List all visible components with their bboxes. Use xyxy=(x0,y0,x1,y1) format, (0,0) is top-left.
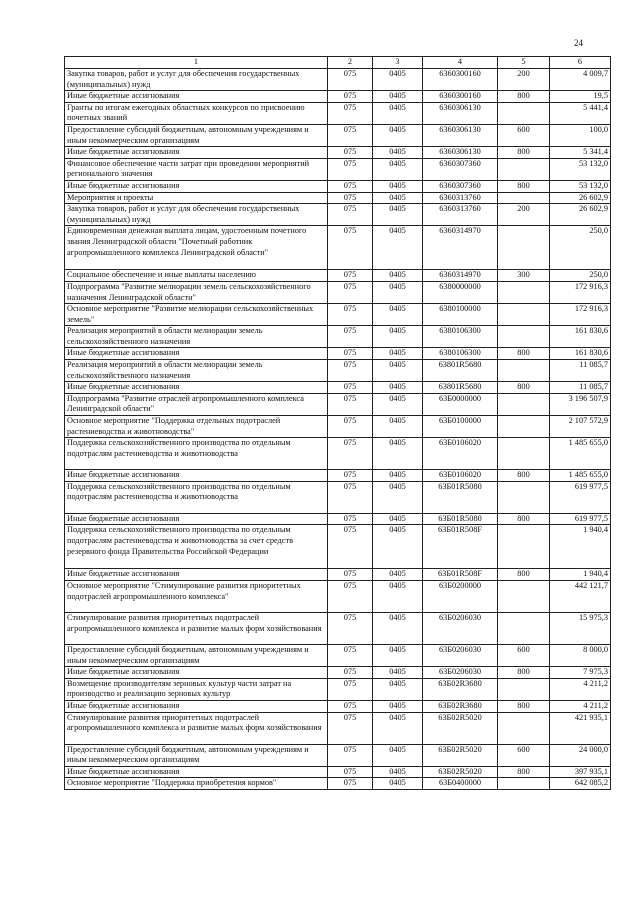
cell-vr xyxy=(498,158,550,180)
item-name: Стимулирование развития приоритетных подотраслей агропромышленного комплекса и развитие малых форм хозяйствования xyxy=(65,613,328,645)
cell-csr: 6360314970 xyxy=(423,270,498,282)
item-name: Поддержка сельскохозяйственного производства по отдельным подотраслям растениеводства и животноводства xyxy=(65,481,328,513)
cell-csr: 6360307360 xyxy=(423,158,498,180)
item-name: Основное мероприятие "Стимулирование развития приоритетных подотраслей агропромышленного комплекса" xyxy=(65,581,328,613)
cell-gr: 075 xyxy=(328,581,373,613)
table-row xyxy=(65,204,611,226)
item-name: Иные бюджетные ассигнования xyxy=(65,766,328,778)
cell-vr xyxy=(498,778,550,790)
cell-vr xyxy=(498,438,550,470)
cell-vr xyxy=(498,481,550,513)
cell-sum: 250,0 xyxy=(550,226,611,270)
cell-rz: 0405 xyxy=(373,348,423,360)
item-name: Иные бюджетные ассигнования xyxy=(65,470,328,482)
cell-rz: 0405 xyxy=(373,192,423,204)
cell-gr: 075 xyxy=(328,270,373,282)
cell-rz: 0405 xyxy=(373,281,423,303)
header-cell: 1 xyxy=(65,57,328,69)
cell-csr: 63Б01R508F xyxy=(423,569,498,581)
cell-gr: 075 xyxy=(328,124,373,146)
cell-rz: 0405 xyxy=(373,158,423,180)
cell-vr: 600 xyxy=(498,645,550,667)
cell-rz: 0405 xyxy=(373,91,423,103)
cell-sum: 619 977,5 xyxy=(550,481,611,513)
cell-rz: 0405 xyxy=(373,481,423,513)
cell-sum: 53 132,0 xyxy=(550,158,611,180)
cell-vr: 300 xyxy=(498,270,550,282)
header-cell: 3 xyxy=(373,57,423,69)
table-row xyxy=(65,69,611,91)
item-name: Предоставление субсидий бюджетным, автономным учреждениям и иным некоммерческим организациям xyxy=(65,645,328,667)
cell-csr: 63Б0206030 xyxy=(423,645,498,667)
cell-gr: 075 xyxy=(328,348,373,360)
cell-gr: 075 xyxy=(328,91,373,103)
item-name: Финансовое обеспечение части затрат при проведении мероприятий регионального значения xyxy=(65,158,328,180)
item-name: Закупка товаров, работ и услуг для обеспечения государственных (муниципальных) нужд xyxy=(65,204,328,226)
cell-vr xyxy=(498,360,550,382)
table-row xyxy=(65,382,611,394)
cell-vr xyxy=(498,281,550,303)
cell-csr: 6360314970 xyxy=(423,226,498,270)
table-row xyxy=(65,778,611,790)
cell-sum: 250,0 xyxy=(550,270,611,282)
cell-gr: 075 xyxy=(328,180,373,192)
cell-rz: 0405 xyxy=(373,613,423,645)
cell-csr: 63Б0100000 xyxy=(423,416,498,438)
item-name: Предоставление субсидий бюджетным, автономным учреждениям и иным некоммерческим организациям xyxy=(65,124,328,146)
table-row xyxy=(65,124,611,146)
cell-vr: 800 xyxy=(498,147,550,159)
cell-sum: 172 916,3 xyxy=(550,304,611,326)
cell-csr: 63Б0106020 xyxy=(423,470,498,482)
header-row xyxy=(65,57,611,69)
item-name: Закупка товаров, работ и услуг для обеспечения государственных (муниципальных) нужд xyxy=(65,69,328,91)
cell-csr: 63Б0206030 xyxy=(423,613,498,645)
cell-vr xyxy=(498,712,550,744)
cell-sum: 8 000,0 xyxy=(550,645,611,667)
table-row xyxy=(65,147,611,159)
item-name: Иные бюджетные ассигнования xyxy=(65,382,328,394)
cell-rz: 0405 xyxy=(373,147,423,159)
cell-vr xyxy=(498,416,550,438)
cell-vr xyxy=(498,525,550,569)
cell-gr: 075 xyxy=(328,744,373,766)
item-name: Подпрограмма "Развитие отраслей агропромышленного комплекса Ленинградской области" xyxy=(65,393,328,415)
budget-table xyxy=(64,56,611,790)
cell-rz: 0405 xyxy=(373,124,423,146)
cell-sum: 26 602,9 xyxy=(550,204,611,226)
page-number: 24 xyxy=(574,38,583,48)
cell-rz: 0405 xyxy=(373,581,423,613)
cell-sum: 1 485 655,0 xyxy=(550,470,611,482)
cell-gr: 075 xyxy=(328,678,373,700)
cell-gr: 075 xyxy=(328,393,373,415)
cell-csr: 6380100000 xyxy=(423,304,498,326)
table-row xyxy=(65,613,611,645)
cell-rz: 0405 xyxy=(373,569,423,581)
cell-sum: 442 121,7 xyxy=(550,581,611,613)
cell-vr xyxy=(498,226,550,270)
cell-sum: 161 830,6 xyxy=(550,326,611,348)
item-name: Единовременная денежная выплата лицам, удостоенным почетного звания Ленинградской области "Почетный работник агропромышленного комплекса Ленинградской области" xyxy=(65,226,328,270)
cell-sum: 4 009,7 xyxy=(550,69,611,91)
cell-gr: 075 xyxy=(328,416,373,438)
cell-gr: 075 xyxy=(328,360,373,382)
cell-rz: 0405 xyxy=(373,204,423,226)
cell-csr: 6360306130 xyxy=(423,102,498,124)
cell-rz: 0405 xyxy=(373,525,423,569)
table-row xyxy=(65,270,611,282)
cell-rz: 0405 xyxy=(373,270,423,282)
item-name: Предоставление субсидий бюджетным, автономным учреждениям и иным некоммерческим организациям xyxy=(65,744,328,766)
item-name: Возмещение производителям зерновых культур части затрат на производство и реализацию зерновых культур xyxy=(65,678,328,700)
item-name: Иные бюджетные ассигнования xyxy=(65,91,328,103)
cell-vr: 800 xyxy=(498,513,550,525)
cell-csr: 6360300160 xyxy=(423,69,498,91)
cell-rz: 0405 xyxy=(373,744,423,766)
cell-sum: 397 935,1 xyxy=(550,766,611,778)
cell-gr: 075 xyxy=(328,204,373,226)
cell-gr: 075 xyxy=(328,712,373,744)
cell-vr: 800 xyxy=(498,382,550,394)
table-row xyxy=(65,513,611,525)
item-name: Основное мероприятие "Поддержка приобретения кормов" xyxy=(65,778,328,790)
cell-sum: 24 000,0 xyxy=(550,744,611,766)
header-cell: 4 xyxy=(423,57,498,69)
cell-csr: 63Б02R3680 xyxy=(423,700,498,712)
cell-sum: 5 441,4 xyxy=(550,102,611,124)
cell-vr xyxy=(498,581,550,613)
cell-sum: 1 940,4 xyxy=(550,569,611,581)
cell-vr: 800 xyxy=(498,348,550,360)
cell-rz: 0405 xyxy=(373,326,423,348)
cell-csr: 6360306130 xyxy=(423,147,498,159)
cell-vr xyxy=(498,102,550,124)
cell-gr: 075 xyxy=(328,513,373,525)
cell-rz: 0405 xyxy=(373,678,423,700)
cell-gr: 075 xyxy=(328,281,373,303)
cell-rz: 0405 xyxy=(373,393,423,415)
cell-gr: 075 xyxy=(328,470,373,482)
table-row xyxy=(65,712,611,744)
cell-csr: 63Б02R5020 xyxy=(423,766,498,778)
cell-vr: 200 xyxy=(498,204,550,226)
cell-csr: 63Б0200000 xyxy=(423,581,498,613)
cell-rz: 0405 xyxy=(373,766,423,778)
cell-csr: 63Б0106020 xyxy=(423,438,498,470)
cell-gr: 075 xyxy=(328,645,373,667)
cell-csr: 63Б0206030 xyxy=(423,667,498,679)
table-row xyxy=(65,91,611,103)
table-row xyxy=(65,645,611,667)
table-row xyxy=(65,525,611,569)
item-name: Иные бюджетные ассигнования xyxy=(65,700,328,712)
table-row xyxy=(65,158,611,180)
table-row xyxy=(65,470,611,482)
table-row xyxy=(65,180,611,192)
cell-sum: 421 935,1 xyxy=(550,712,611,744)
cell-sum: 11 085,7 xyxy=(550,360,611,382)
header-cell: 6 xyxy=(550,57,611,69)
cell-rz: 0405 xyxy=(373,102,423,124)
cell-rz: 0405 xyxy=(373,304,423,326)
cell-vr: 600 xyxy=(498,124,550,146)
table-row xyxy=(65,700,611,712)
table-row xyxy=(65,569,611,581)
cell-sum: 26 602,9 xyxy=(550,192,611,204)
cell-sum: 3 196 507,9 xyxy=(550,393,611,415)
item-name: Иные бюджетные ассигнования xyxy=(65,180,328,192)
cell-sum: 172 916,3 xyxy=(550,281,611,303)
cell-gr: 075 xyxy=(328,326,373,348)
cell-vr: 800 xyxy=(498,180,550,192)
cell-vr: 200 xyxy=(498,69,550,91)
table-row xyxy=(65,678,611,700)
item-name: Реализация мероприятий в области мелиорации земель сельскохозяйственного назначения xyxy=(65,326,328,348)
cell-gr: 075 xyxy=(328,102,373,124)
cell-sum: 15 975,3 xyxy=(550,613,611,645)
cell-vr: 800 xyxy=(498,91,550,103)
item-name: Поддержка сельскохозяйственного производства по отдельным подотраслям растениеводства и животноводства за счет средств резервного фонда Правительства Российской Федерации xyxy=(65,525,328,569)
cell-sum: 19,5 xyxy=(550,91,611,103)
table-row xyxy=(65,416,611,438)
cell-rz: 0405 xyxy=(373,778,423,790)
cell-gr: 075 xyxy=(328,438,373,470)
item-name: Иные бюджетные ассигнования xyxy=(65,667,328,679)
cell-gr: 075 xyxy=(328,147,373,159)
table-row xyxy=(65,744,611,766)
header-cell: 2 xyxy=(328,57,373,69)
table-row xyxy=(65,348,611,360)
cell-sum: 161 830,6 xyxy=(550,348,611,360)
table-row xyxy=(65,360,611,382)
cell-csr: 63Б02R3680 xyxy=(423,678,498,700)
item-name: Мероприятия и проекты xyxy=(65,192,328,204)
cell-csr: 6380106300 xyxy=(423,348,498,360)
table-row xyxy=(65,192,611,204)
table-row xyxy=(65,481,611,513)
item-name: Стимулирование развития приоритетных подотраслей агропромышленного комплекса и развитие малых форм хозяйствования xyxy=(65,712,328,744)
cell-sum: 1 485 655,0 xyxy=(550,438,611,470)
table-row xyxy=(65,766,611,778)
cell-rz: 0405 xyxy=(373,226,423,270)
cell-csr: 63Б02R5020 xyxy=(423,744,498,766)
cell-rz: 0405 xyxy=(373,470,423,482)
header-cell: 5 xyxy=(498,57,550,69)
cell-vr: 600 xyxy=(498,744,550,766)
item-name: Поддержка сельскохозяйственного производства по отдельным подотраслям растениеводства и животноводства xyxy=(65,438,328,470)
cell-vr xyxy=(498,393,550,415)
cell-vr: 800 xyxy=(498,470,550,482)
cell-csr: 63Б0000000 xyxy=(423,393,498,415)
table-row xyxy=(65,581,611,613)
cell-gr: 075 xyxy=(328,226,373,270)
cell-gr: 075 xyxy=(328,69,373,91)
cell-gr: 075 xyxy=(328,569,373,581)
table-row xyxy=(65,667,611,679)
cell-sum: 5 341,4 xyxy=(550,147,611,159)
cell-csr: 6360313760 xyxy=(423,192,498,204)
cell-gr: 075 xyxy=(328,667,373,679)
item-name: Иные бюджетные ассигнования xyxy=(65,147,328,159)
table-row xyxy=(65,226,611,270)
cell-sum: 100,0 xyxy=(550,124,611,146)
cell-rz: 0405 xyxy=(373,360,423,382)
cell-sum: 4 211,2 xyxy=(550,700,611,712)
cell-sum: 619 977,5 xyxy=(550,513,611,525)
cell-gr: 075 xyxy=(328,778,373,790)
cell-csr: 63Б01R5080 xyxy=(423,513,498,525)
cell-gr: 075 xyxy=(328,700,373,712)
cell-vr: 800 xyxy=(498,766,550,778)
cell-csr: 63Б0400000 xyxy=(423,778,498,790)
cell-gr: 075 xyxy=(328,766,373,778)
cell-rz: 0405 xyxy=(373,513,423,525)
cell-rz: 0405 xyxy=(373,69,423,91)
cell-vr xyxy=(498,678,550,700)
cell-gr: 075 xyxy=(328,192,373,204)
cell-rz: 0405 xyxy=(373,382,423,394)
item-name: Подпрограмма "Развитие мелиорации земель сельскохозяйственного назначения Ленинградской области" xyxy=(65,281,328,303)
cell-vr xyxy=(498,613,550,645)
cell-rz: 0405 xyxy=(373,712,423,744)
cell-csr: 6380000000 xyxy=(423,281,498,303)
cell-csr: 6360307360 xyxy=(423,180,498,192)
cell-vr xyxy=(498,326,550,348)
table-row xyxy=(65,438,611,470)
cell-sum: 2 107 572,9 xyxy=(550,416,611,438)
cell-vr xyxy=(498,304,550,326)
cell-vr xyxy=(498,192,550,204)
cell-sum: 1 940,4 xyxy=(550,525,611,569)
cell-rz: 0405 xyxy=(373,700,423,712)
cell-sum: 7 975,3 xyxy=(550,667,611,679)
cell-sum: 11 085,7 xyxy=(550,382,611,394)
cell-rz: 0405 xyxy=(373,645,423,667)
cell-vr: 800 xyxy=(498,569,550,581)
table-row xyxy=(65,102,611,124)
table-row xyxy=(65,326,611,348)
cell-sum: 642 085,2 xyxy=(550,778,611,790)
table-row xyxy=(65,281,611,303)
cell-rz: 0405 xyxy=(373,416,423,438)
cell-gr: 075 xyxy=(328,481,373,513)
table-row xyxy=(65,304,611,326)
cell-csr: 6360300160 xyxy=(423,91,498,103)
cell-gr: 075 xyxy=(328,304,373,326)
cell-csr: 6380106300 xyxy=(423,326,498,348)
cell-gr: 075 xyxy=(328,382,373,394)
cell-sum: 53 132,0 xyxy=(550,180,611,192)
item-name: Иные бюджетные ассигнования xyxy=(65,348,328,360)
cell-rz: 0405 xyxy=(373,667,423,679)
cell-csr: 63Б02R5020 xyxy=(423,712,498,744)
cell-csr: 63801R5680 xyxy=(423,360,498,382)
cell-sum: 4 211,2 xyxy=(550,678,611,700)
item-name: Иные бюджетные ассигнования xyxy=(65,569,328,581)
cell-gr: 075 xyxy=(328,158,373,180)
item-name: Основное мероприятие "Развитие мелиорации сельскохозяйственных земель" xyxy=(65,304,328,326)
cell-csr: 6360306130 xyxy=(423,124,498,146)
cell-rz: 0405 xyxy=(373,180,423,192)
cell-vr: 800 xyxy=(498,700,550,712)
item-name: Социальное обеспечение и иные выплаты населению xyxy=(65,270,328,282)
cell-gr: 075 xyxy=(328,525,373,569)
item-name: Иные бюджетные ассигнования xyxy=(65,513,328,525)
item-name: Гранты по итогам ежегодных областных конкурсов по присвоению почетных званий xyxy=(65,102,328,124)
table-row xyxy=(65,393,611,415)
item-name: Реализация мероприятий в области мелиорации земель сельскохозяйственного назначения xyxy=(65,360,328,382)
cell-csr: 63Б01R5080 xyxy=(423,481,498,513)
cell-vr: 800 xyxy=(498,667,550,679)
cell-gr: 075 xyxy=(328,613,373,645)
item-name: Основное мероприятие "Поддержка отдельных подотраслей растениеводства и животноводства" xyxy=(65,416,328,438)
cell-csr: 63801R5680 xyxy=(423,382,498,394)
cell-csr: 63Б01R508F xyxy=(423,525,498,569)
cell-rz: 0405 xyxy=(373,438,423,470)
cell-csr: 6360313760 xyxy=(423,204,498,226)
